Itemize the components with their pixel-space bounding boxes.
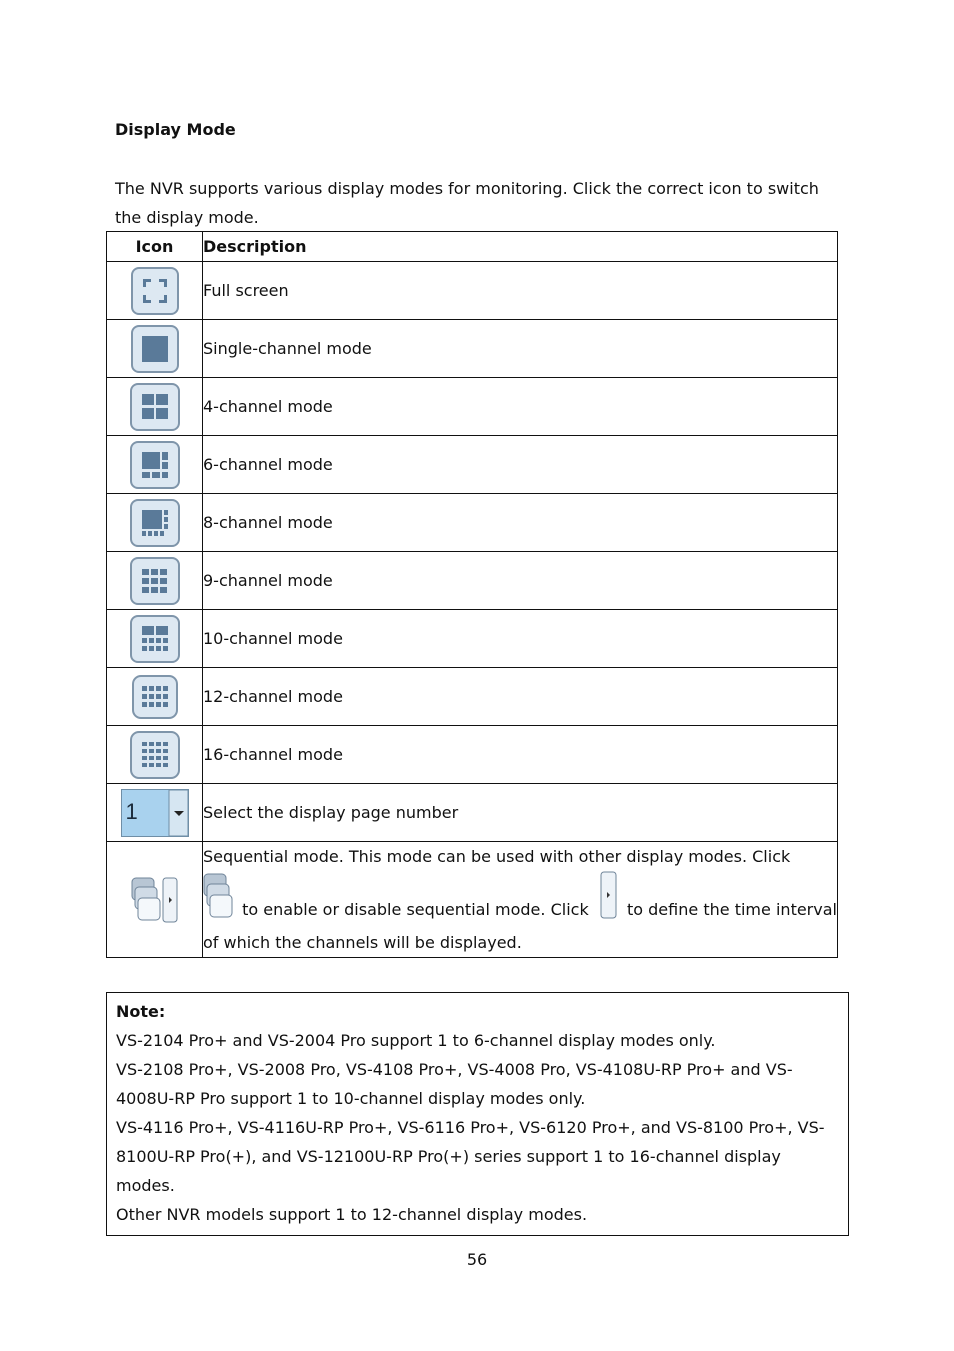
sequential-interval-icon[interactable] <box>600 871 618 928</box>
row-description: 12-channel mode <box>203 668 838 726</box>
sequential-description <box>203 842 837 957</box>
page-number-value: 1 <box>125 798 138 824</box>
table-header-row <box>107 232 838 262</box>
single-channel-icon[interactable] <box>131 325 179 373</box>
table-row <box>107 552 838 610</box>
header-description: Description <box>203 232 838 262</box>
table-row <box>107 668 838 726</box>
sequential-toggle-icon[interactable] <box>203 873 233 928</box>
table-row <box>107 262 838 320</box>
table-row <box>107 784 838 842</box>
table-row <box>107 726 838 784</box>
header-icon: Icon <box>107 232 203 262</box>
row-description: Single-channel mode <box>203 320 838 378</box>
sequential-mode-icon[interactable] <box>130 876 180 924</box>
row-description: 10-channel mode <box>203 610 838 668</box>
note-line: VS-2108 Pro+, VS-2008 Pro, VS-4108 Pro+, VS-4008 Pro, VS-4108U-RP Pro+ and VS-4008U-RP Pro support 1 to 10-channel display modes only. <box>116 1060 793 1108</box>
eight-channel-icon[interactable] <box>130 499 180 547</box>
sixteen-channel-icon[interactable] <box>130 731 180 779</box>
nine-channel-icon[interactable] <box>130 557 180 605</box>
twelve-channel-icon[interactable] <box>132 675 178 719</box>
row-description: 9-channel mode <box>203 552 838 610</box>
row-description: 4-channel mode <box>203 378 838 436</box>
table-row <box>107 378 838 436</box>
row-description: 6-channel mode <box>203 436 838 494</box>
table-row <box>107 320 838 378</box>
four-channel-icon[interactable] <box>130 383 180 431</box>
page-number: 56 <box>466 1250 488 1269</box>
row-description: 16-channel mode <box>203 726 838 784</box>
sequential-text-2: to enable or disable sequential mode. Click <box>242 900 589 919</box>
table-row-sequential <box>107 842 838 958</box>
display-mode-table <box>106 231 838 958</box>
note-title: Note: <box>116 1002 166 1021</box>
ten-channel-icon[interactable] <box>130 615 180 663</box>
sequential-text-1: Sequential mode. This mode can be used with other display modes. Click <box>203 847 791 866</box>
table-row <box>107 610 838 668</box>
section-heading: Display Mode <box>115 120 236 139</box>
page-number-dropdown[interactable] <box>121 789 189 837</box>
table-row <box>107 494 838 552</box>
row-description: Select the display page number <box>203 784 838 842</box>
full-screen-icon[interactable] <box>131 267 179 315</box>
table-row <box>107 436 838 494</box>
row-description: 8-channel mode <box>203 494 838 552</box>
six-channel-icon[interactable] <box>130 441 180 489</box>
intro-paragraph: The NVR supports various display modes for monitoring. Click the correct icon to switch the display mode. <box>115 179 819 227</box>
note-box <box>106 992 849 1236</box>
note-line: Other NVR models support 1 to 12-channel display modes. <box>116 1205 588 1224</box>
sequential-text-3: to define the time interval of which the channels will be displayed. <box>203 900 837 952</box>
row-description: Full screen <box>203 262 838 320</box>
note-line: VS-4116 Pro+, VS-4116U-RP Pro+, VS-6116 Pro+, VS-6120 Pro+, and VS-8100 Pro+, VS-8100U-RP Pro(+), and VS-12100U-RP Pro(+) series support 1 to 16-channel display modes. <box>116 1118 825 1195</box>
note-line: VS-2104 Pro+ and VS-2004 Pro support 1 to 6-channel display modes only. <box>116 1031 716 1050</box>
